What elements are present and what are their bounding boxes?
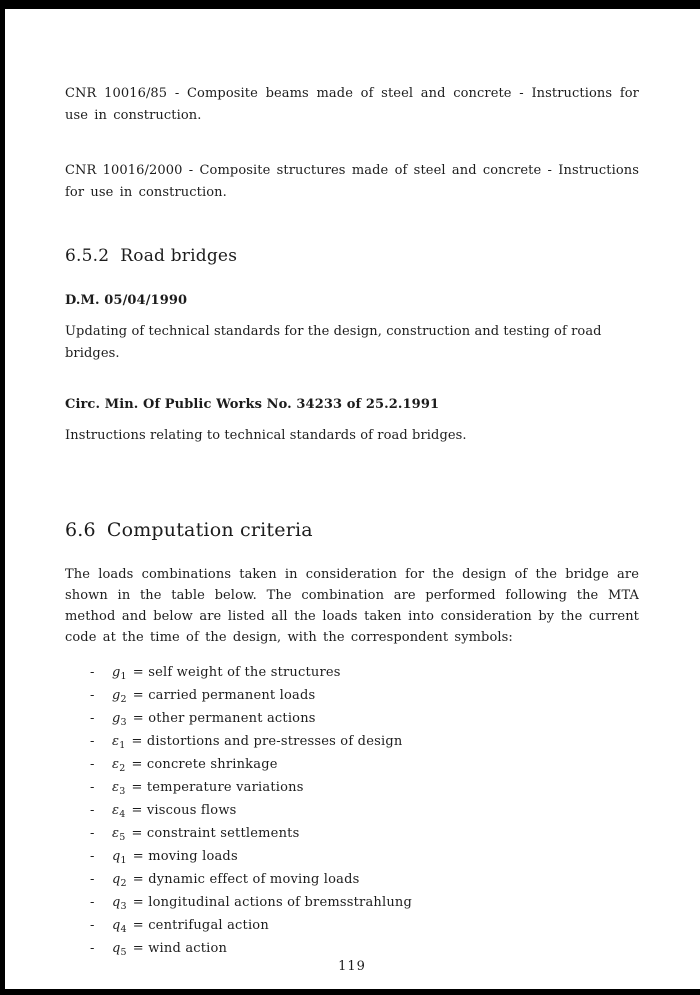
section-heading-road-bridges (65, 244, 639, 268)
symbol-list (65, 661, 639, 960)
list-item (65, 661, 639, 684)
section-title: Computation criteria (106, 519, 313, 541)
symbol-description: = wind action (132, 941, 228, 956)
list-item (65, 937, 639, 960)
symbol: $q_1$ (112, 849, 127, 866)
symbol: $\varepsilon_5$ (112, 826, 126, 843)
bullet-dash: - (90, 895, 95, 910)
paragraph-cnr-10016-85: CNR 10016/85 - Composite beams made of steel and concrete - Instructions for use in construction. (65, 86, 639, 123)
paragraph-cnr-10016-2000: CNR 10016/2000 - Composite structures made of steel and concrete - Instructions for use in construction. (65, 163, 639, 200)
bullet-dash: - (90, 849, 95, 864)
symbol-description: = viscous flows (131, 803, 237, 818)
list-item (65, 753, 639, 776)
section-number: 6.5.2 (65, 246, 110, 266)
symbol-description: = constraint settlements (131, 826, 300, 841)
entry-title-dm-1990: D.M. 05/04/1990 (65, 293, 188, 308)
bullet-dash: - (90, 803, 95, 818)
page-content (5, 9, 700, 989)
symbol-description: = centrifugal action (132, 918, 269, 933)
list-item (65, 822, 639, 845)
symbol-description: = moving loads (132, 849, 238, 864)
symbol: $\varepsilon_1$ (112, 734, 126, 751)
list-item (65, 845, 639, 868)
list-item (65, 776, 639, 799)
list-item (65, 799, 639, 822)
bullet-dash: - (90, 665, 95, 680)
section-number: 6.6 (65, 519, 96, 541)
entry-body-circ-min: Instructions relating to technical standards of road bridges. (65, 428, 467, 443)
bullet-dash: - (90, 780, 95, 795)
list-item (65, 707, 639, 730)
symbol-description: = concrete shrinkage (131, 757, 278, 772)
symbol: $\varepsilon_3$ (112, 780, 126, 797)
symbol-description: = carried permanent loads (132, 688, 316, 703)
page-number: 119 (338, 959, 366, 974)
symbol-description: = distortions and pre-stresses of design (131, 734, 403, 749)
scan-border-bottom (0, 989, 700, 995)
bullet-dash: - (90, 711, 95, 726)
scan-border-top (0, 0, 700, 9)
symbol-description: = dynamic effect of moving loads (132, 872, 360, 887)
entry-title-circ-min: Circ. Min. Of Public Works No. 34233 of 25.2.1991 (65, 397, 440, 412)
section-title: Road bridges (120, 246, 238, 266)
bullet-dash: - (90, 872, 95, 887)
computation-intro-paragraph: The loads combinations taken in consideration for the design of the bridge are shown in the table below. The combination are performed following the MTA method and below are listed all the loads taken into consideration by the current code at the time of the design, with the correspondent symbols: (65, 567, 639, 645)
bullet-dash: - (90, 688, 95, 703)
symbol: $g_2$ (112, 688, 127, 705)
symbol-description: = longitudinal actions of bremsstrahlung (132, 895, 413, 910)
symbol: $q_2$ (112, 872, 127, 889)
symbol: $g_1$ (112, 665, 127, 682)
list-item (65, 684, 639, 707)
symbol-description: = self weight of the structures (132, 665, 341, 680)
entry-body-dm-1990: Updating of technical standards for the design, construction and testing of road bridges. (65, 324, 602, 361)
symbol: $q_3$ (112, 895, 127, 912)
bullet-dash: - (90, 941, 95, 956)
symbol: $q_4$ (112, 918, 127, 935)
list-item (65, 914, 639, 937)
symbol: $q_5$ (112, 941, 127, 958)
symbol: $\varepsilon_2$ (112, 757, 126, 774)
bullet-dash: - (90, 757, 95, 772)
symbol-description: = temperature variations (131, 780, 304, 795)
bullet-dash: - (90, 826, 95, 841)
list-item (65, 891, 639, 914)
symbol-description: = other permanent actions (132, 711, 316, 726)
symbol: $g_3$ (112, 711, 127, 728)
symbol: $\varepsilon_4$ (112, 803, 126, 820)
bullet-dash: - (90, 734, 95, 749)
list-item (65, 868, 639, 891)
bullet-dash: - (90, 918, 95, 933)
section-heading-computation-criteria (65, 517, 639, 543)
list-item (65, 730, 639, 753)
